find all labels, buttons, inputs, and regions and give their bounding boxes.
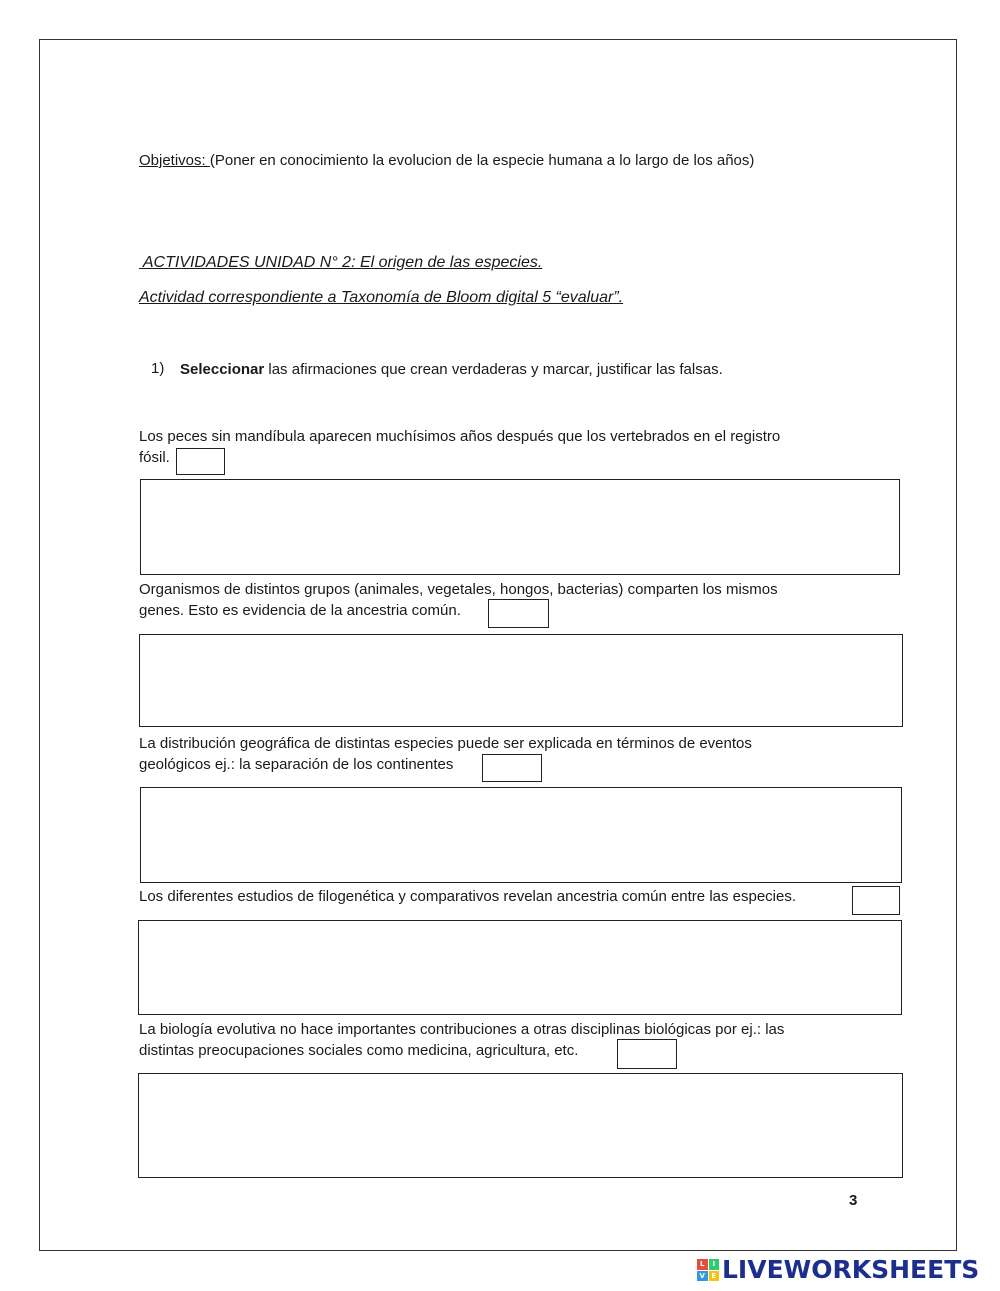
instruction-line [180, 359, 723, 380]
answer-box-1[interactable] [140, 479, 900, 575]
objectives-label: Objetivos: [139, 152, 210, 169]
logo-letter-e: E [709, 1271, 720, 1282]
mark-box-2[interactable] [488, 599, 549, 628]
logo-letter-i: I [709, 1259, 720, 1270]
instruction-text: las afirmaciones que crean verdaderas y marcar, justificar las falsas. [264, 361, 723, 378]
unit-title: ACTIVIDADES UNIDAD N° 2: El origen de las especies. [139, 254, 543, 271]
statement-3-line1: La distribución geográfica de distintas especies puede ser explicada en términos de eventos [139, 735, 752, 752]
mark-box-5[interactable] [617, 1039, 677, 1069]
statement-4-line1: Los diferentes estudios de filogenética y comparativos revelan ancestria común entre las especies. [139, 888, 797, 905]
mark-box-4[interactable] [852, 886, 900, 915]
objectives-line [139, 150, 754, 171]
logo-grid-icon [697, 1259, 719, 1281]
answer-box-3[interactable] [140, 787, 902, 883]
instruction-bold-word: Seleccionar [180, 361, 265, 378]
page-number: 3 [849, 1192, 858, 1209]
answer-box-5[interactable] [138, 1073, 903, 1178]
mark-box-1[interactable] [176, 448, 225, 475]
logo-letter-v: V [697, 1271, 708, 1282]
logo-letter-l: L [697, 1259, 708, 1270]
statement-1-line1: Los peces sin mandíbula aparecen muchísimos años después que los vertebrados en el registro [139, 428, 781, 445]
statement-5-line2: distintas preocupaciones sociales como medicina, agricultura, etc. [139, 1042, 579, 1059]
answer-box-4[interactable] [138, 920, 902, 1015]
statement-1-line2: fósil. [139, 449, 170, 466]
activity-subtitle: Actividad correspondiente a Taxonomía de Bloom digital 5 “evaluar”. [139, 289, 624, 306]
statement-2-line1: Organismos de distintos grupos (animales, vegetales, hongos, bacterias) comparten los mismos [139, 581, 778, 598]
liveworksheets-logo [697, 1257, 979, 1283]
statement-5-line1: La biología evolutiva no hace importantes contribuciones a otras disciplinas biológicas por ej.: las [139, 1021, 785, 1038]
mark-box-3[interactable] [482, 754, 542, 782]
statement-3-line2: geológicos ej.: la separación de los continentes [139, 756, 454, 773]
answer-box-2[interactable] [139, 634, 903, 727]
instruction-number: 1) [151, 360, 165, 377]
brand-name: LIVEWORKSHEETS [722, 1255, 980, 1284]
objectives-text: (Poner en conocimiento la evolucion de la especie humana a lo largo de los años) [209, 152, 755, 169]
statement-2-line2: genes. Esto es evidencia de la ancestria común. [139, 602, 461, 619]
